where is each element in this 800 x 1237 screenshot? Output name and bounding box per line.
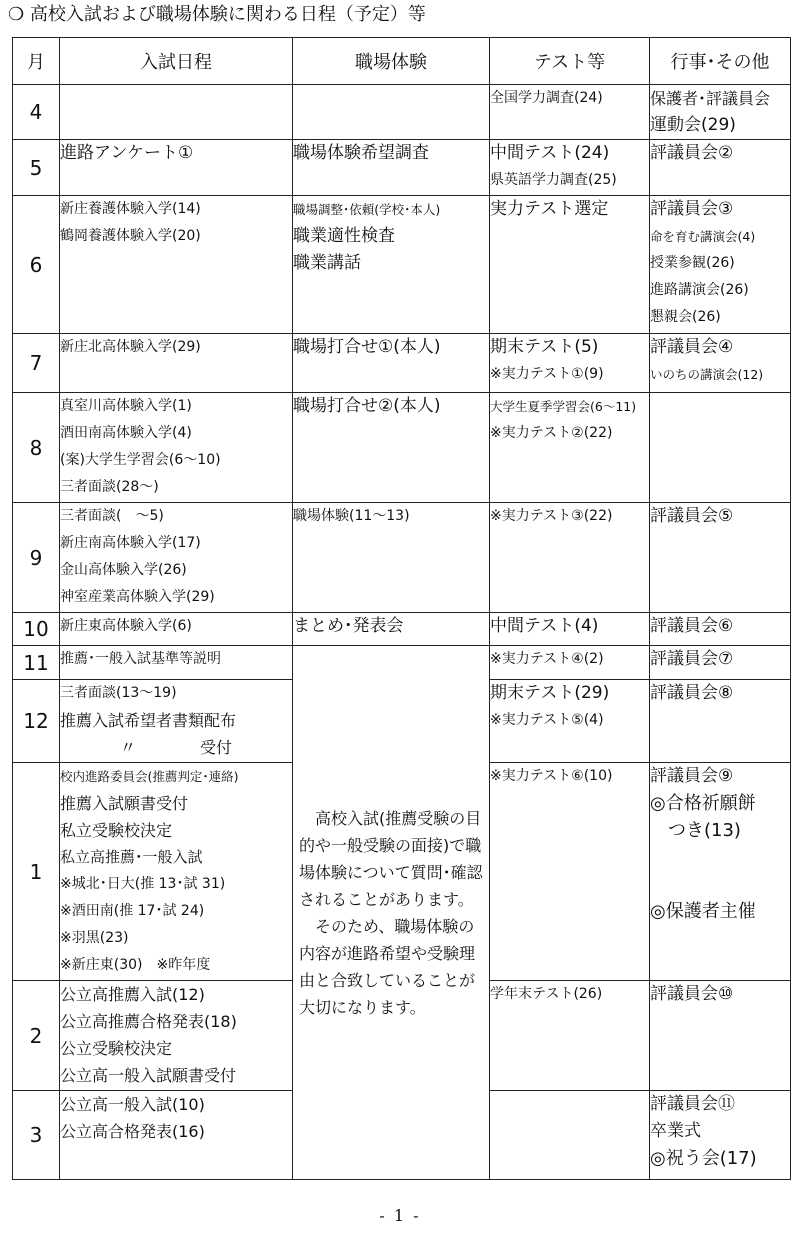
- table-row: [13, 85, 791, 140]
- exam-item: 進路アンケート①: [60, 143, 194, 163]
- test-item: 中間テスト(4): [490, 616, 599, 636]
- events-cell: [650, 196, 791, 334]
- exam-item: (案)大学生学習会(6～10): [60, 452, 221, 468]
- exam-item: 真室川高体験入学(1): [60, 398, 192, 414]
- test-item: 期末テスト(29): [490, 683, 610, 703]
- month-cell: 5: [13, 140, 60, 196]
- event-item: 懇親会(26): [650, 309, 721, 325]
- table-row: [13, 613, 791, 646]
- table-row: [13, 334, 791, 393]
- table-row: [13, 393, 791, 503]
- events-cell: [650, 646, 791, 680]
- exam-cell: [60, 763, 293, 981]
- test-item: ※実力テスト④(2): [490, 651, 604, 667]
- work-note-cell: [293, 646, 490, 1180]
- event-item: ◎合格祈願餅: [650, 793, 756, 814]
- work-note-paragraph: 高校入試(推薦受験の目的や一般受験の面接)で職場体験について質問･確認されることがあります。: [299, 808, 483, 909]
- test-cell: [490, 196, 650, 334]
- exam-item: 公立高推薦合格発表(18): [60, 1012, 237, 1031]
- event-item: 評議員会⑨: [650, 766, 734, 786]
- test-cell: [490, 680, 650, 763]
- month-cell: 3: [13, 1091, 60, 1180]
- work-cell: [293, 85, 490, 140]
- spacer: [650, 844, 790, 871]
- schedule-table: [12, 37, 791, 1180]
- month-cell: 1: [13, 763, 60, 981]
- exam-item: 〃 受付: [120, 738, 233, 757]
- exam-cell: [60, 646, 293, 680]
- event-item: 保護者･評議員会: [650, 89, 771, 108]
- header-work: 職場体験: [293, 38, 490, 85]
- test-cell: [490, 1091, 650, 1180]
- work-item: 職業適性検査: [293, 226, 395, 246]
- event-item: 運動会(29): [650, 115, 736, 135]
- event-item: 評議員会③: [650, 199, 734, 219]
- test-cell: [490, 981, 650, 1091]
- exam-item: 推薦入試希望者書類配布: [60, 711, 237, 730]
- exam-cell: [60, 981, 293, 1091]
- events-cell: [650, 334, 791, 393]
- test-item: ※実力テスト⑥(10): [490, 768, 613, 784]
- exam-cell: [60, 393, 293, 503]
- events-cell: [650, 680, 791, 763]
- test-cell: [490, 646, 650, 680]
- test-cell: [490, 393, 650, 503]
- events-cell: [650, 85, 791, 140]
- exam-item: 金山高体験入学(26): [60, 562, 187, 578]
- test-cell: [490, 503, 650, 613]
- work-item: 職業講話: [293, 253, 361, 273]
- event-item: 授業参観(26): [650, 255, 735, 271]
- exam-item: 推薦入試願書受付: [60, 794, 189, 813]
- test-cell: [490, 85, 650, 140]
- work-item: 職場体験希望調査: [293, 143, 429, 163]
- month-cell: 8: [13, 393, 60, 503]
- spacer: [650, 871, 790, 898]
- event-item: 評議員会⑥: [650, 616, 734, 636]
- exam-item: 公立高一般入試願書受付: [60, 1066, 237, 1085]
- work-cell: [293, 393, 490, 503]
- exam-item: 私立高推薦･一般入試: [60, 848, 203, 866]
- header-month: 月: [13, 38, 60, 85]
- work-item: 職場打合せ②(本人): [293, 396, 441, 416]
- exam-cell: [60, 85, 293, 140]
- events-cell: [650, 981, 791, 1091]
- table-row: [13, 196, 791, 334]
- page-number: - 1 -: [379, 1206, 421, 1225]
- event-item: 卒業式: [650, 1121, 701, 1141]
- page-title: ❍ 高校入試および職場体験に関わる日程（予定）等: [8, 4, 426, 25]
- test-cell: [490, 140, 650, 196]
- event-item: 進路講演会(26): [650, 282, 749, 298]
- event-item: いのちの講演会(12): [650, 367, 764, 382]
- event-item: 評議員会⑪: [650, 1094, 735, 1114]
- events-cell: [650, 1091, 791, 1180]
- event-item: 評議員会②: [650, 143, 734, 163]
- exam-item: 鶴岡養護体験入学(20): [60, 228, 201, 244]
- test-cell: [490, 613, 650, 646]
- test-item: ※実力テスト②(22): [490, 425, 613, 441]
- exam-item: ※酒田南(推 17･試 24): [60, 903, 205, 919]
- exam-item: 公立受験校決定: [60, 1039, 173, 1058]
- test-item: 実力テスト選定: [490, 199, 609, 219]
- exam-item: 推薦･一般入試基準等説明: [60, 651, 221, 667]
- exam-item: 新庄南高体験入学(17): [60, 535, 201, 551]
- events-cell: [650, 503, 791, 613]
- exam-item: ※新庄東(30) ※昨年度: [60, 957, 211, 973]
- exam-item: 公立高合格発表(16): [60, 1122, 205, 1141]
- events-cell: [650, 393, 791, 503]
- events-cell: [650, 763, 791, 981]
- month-cell: 9: [13, 503, 60, 613]
- event-item: つき(13): [668, 820, 741, 841]
- table-row: [13, 140, 791, 196]
- test-cell: [490, 334, 650, 393]
- month-cell: 6: [13, 196, 60, 334]
- event-item: ◎保護者主催: [650, 901, 756, 922]
- month-cell: 11: [13, 646, 60, 680]
- month-cell: 4: [13, 85, 60, 140]
- exam-cell: [60, 613, 293, 646]
- work-item: まとめ･発表会: [293, 616, 404, 636]
- exam-item: 校内進路委員会(推薦判定･連絡): [60, 769, 239, 784]
- month-cell: 10: [13, 613, 60, 646]
- test-item: ※実力テスト⑤(4): [490, 712, 604, 728]
- test-item: 全国学力調査(24): [490, 90, 603, 106]
- table-row: [13, 646, 791, 680]
- exam-item: 新庄養護体験入学(14): [60, 201, 201, 217]
- month-cell: 12: [13, 680, 60, 763]
- month-cell: 7: [13, 334, 60, 393]
- exam-item: 公立高一般入試(10): [60, 1095, 205, 1114]
- header-row: [13, 38, 791, 85]
- event-item: 評議員会④: [650, 337, 734, 357]
- event-item: 命を育む講演会(4): [650, 229, 756, 244]
- exam-cell: [60, 334, 293, 393]
- work-item: 職場打合せ①(本人): [293, 337, 441, 357]
- exam-item: 新庄北高体験入学(29): [60, 339, 201, 355]
- exam-item: 三者面談( ～5): [60, 508, 164, 524]
- exam-item: 酒田南高体験入学(4): [60, 425, 192, 441]
- work-item: 職場体験(11～13): [293, 508, 410, 524]
- test-item: 県英語学力調査(25): [490, 172, 617, 188]
- event-item: 評議員会⑧: [650, 683, 734, 703]
- exam-cell: [60, 1091, 293, 1180]
- exam-cell: [60, 196, 293, 334]
- work-cell: [293, 613, 490, 646]
- test-item: 中間テスト(24): [490, 143, 610, 163]
- table-row: [13, 503, 791, 613]
- header-test: テスト等: [490, 38, 650, 85]
- exam-item: 三者面談(13～19): [60, 685, 177, 701]
- test-item: ※実力テスト③(22): [490, 508, 613, 524]
- work-cell: [293, 196, 490, 334]
- exam-item: 三者面談(28～): [60, 479, 159, 495]
- work-note-paragraph: そのため、職場体験の内容が進路希望や受験理由と合致していることが大切になります。: [299, 916, 476, 1017]
- exam-item: ※羽黒(23): [60, 930, 129, 946]
- exam-item: ※城北･日大(推 13･試 31): [60, 876, 226, 892]
- exam-item: 公立高推薦入試(12): [60, 985, 205, 1004]
- exam-item: 神室産業高体験入学(29): [60, 589, 215, 605]
- events-cell: [650, 613, 791, 646]
- exam-item: 新庄東高体験入学(6): [60, 618, 192, 634]
- work-cell: [293, 334, 490, 393]
- exam-item: 私立受験校決定: [60, 821, 173, 840]
- event-item: 評議員会⑦: [650, 649, 734, 669]
- work-cell: [293, 503, 490, 613]
- test-item: ※実力テスト①(9): [490, 366, 604, 382]
- header-events: 行事･その他: [650, 38, 791, 85]
- event-item: ◎祝う会(17): [650, 1148, 757, 1169]
- exam-cell: [60, 140, 293, 196]
- header-exam: 入試日程: [60, 38, 293, 85]
- test-cell: [490, 763, 650, 981]
- exam-cell: [60, 680, 293, 763]
- month-cell: 2: [13, 981, 60, 1091]
- test-item: 大学生夏季学習会(6～11): [490, 399, 637, 414]
- event-item: 評議員会⑤: [650, 506, 734, 526]
- work-item: 職場調整･依頼(学校･本人): [293, 202, 441, 217]
- events-cell: [650, 140, 791, 196]
- test-item: 期末テスト(5): [490, 337, 599, 357]
- test-item: 学年末テスト(26): [490, 986, 603, 1002]
- exam-cell: [60, 503, 293, 613]
- work-cell: [293, 140, 490, 196]
- event-item: 評議員会⑩: [650, 984, 734, 1004]
